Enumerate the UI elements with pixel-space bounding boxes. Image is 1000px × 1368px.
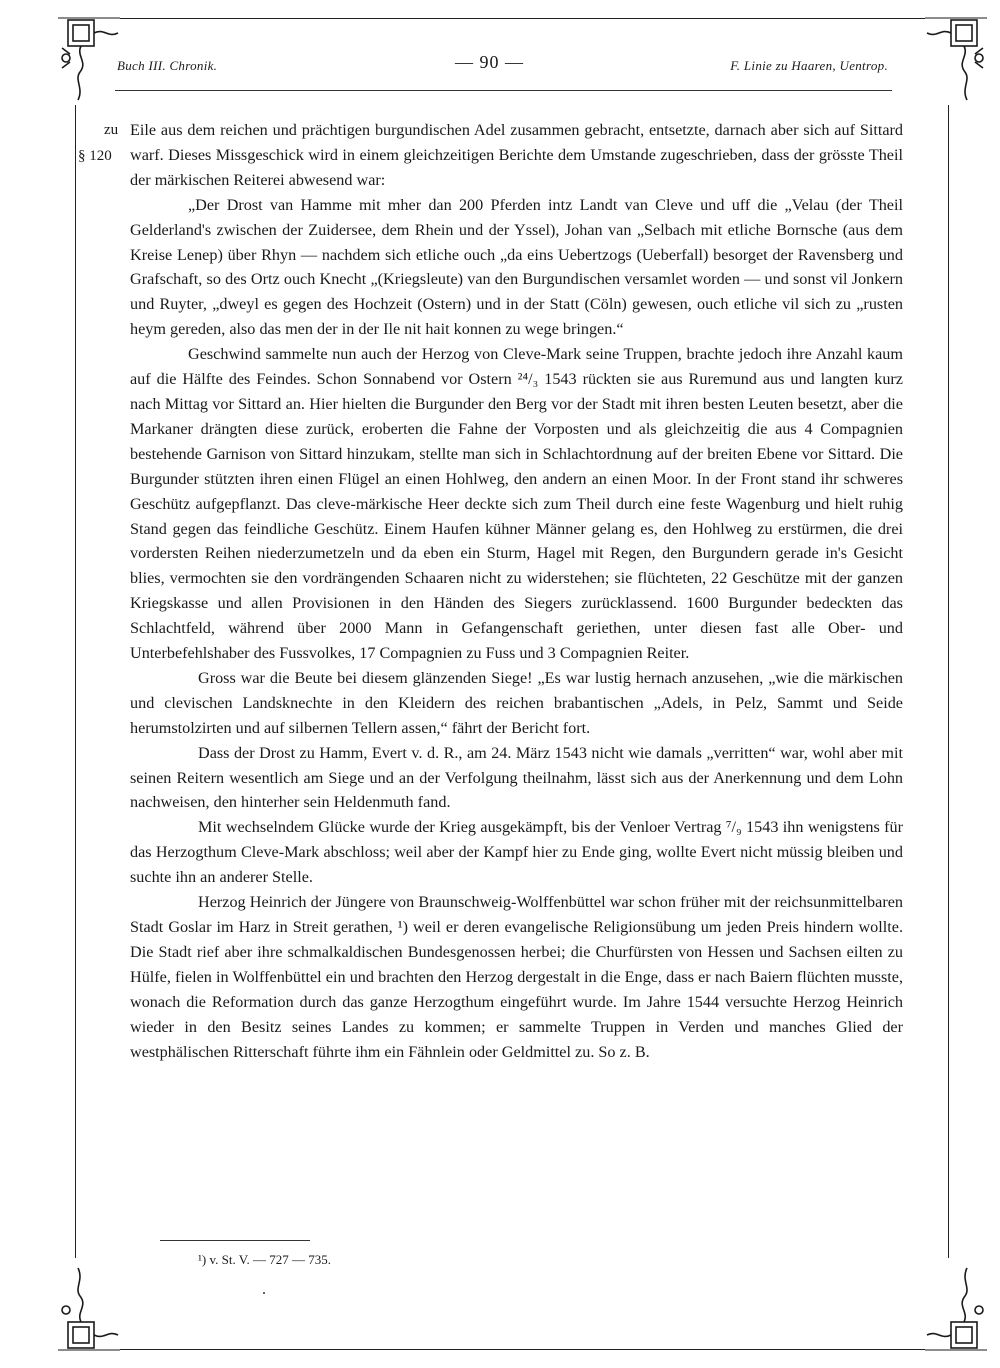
- margin-word-zu: zu: [104, 122, 119, 138]
- margin-section-number: § 120: [78, 148, 112, 164]
- corner-ornament-top-left: [58, 14, 120, 106]
- paragraph-5: Dass der Drost zu Hamm, Evert v. d. R., am 24. März 1543 nicht wie damals „verritten“ war, wohl aber mit seinen Reitern wesentlich am Siege und an der Verfolgung theilnahm, lässt sich aus der Anerkennung und dem Lohn nachweisen, den hinterher sein Heldenmuth fand.: [130, 743, 903, 812]
- corner-ornament-bottom-right: [925, 1262, 987, 1354]
- print-speck: [263, 1292, 265, 1294]
- corner-ornament-bottom-left: [58, 1262, 120, 1354]
- paragraph-7: Herzog Heinrich der Jüngere von Braunschweig-Wolffenbüttel war schon früher mit der reichsunmittelbaren Stadt Goslar im Harz in Streit gerathen, ¹) weil er deren evangelische Religionsübung um jeden Preis hindern wollte. Die Stadt rief aber ihre schmalkaldischen Bundesgenossen herbei; die Churfürsten von Hessen und Sachsen eilten zu Hülfe, fielen in Wolffenbüttel ein und brachten den Herzog dergestalt in die Enge, dass er nach Baiern flüchten musste, wonach die Reformation durch das ganze Herzogthum eingeführt wurde. Im Jahre 1544 versuchte Herzog Heinrich wieder in den Besitz seines Landes zu kommen; er sammelte Truppen in Verden und manches Glied der westphälischen Ritterschaft führte ihm ein Fähnlein oder Geldmittel zu. So z. B.: [130, 893, 903, 1061]
- main-text: [130, 118, 903, 1064]
- frame-bottom-line: [120, 1349, 925, 1350]
- quote-paragraph: „Der Drost van Hamme mit mher dan 200 Pferden intz Landt van Cleve und uff die „Velau (der Theil Gelderland's zwischen der Zuidersee, dem Rhein und der Yssel), Johan van „Selbach mit etliche Bornsche (aus dem Kreise Lenep) über Rhyn — nachdem sich etliche ouch „da eins Uebertzogs (Ueberfall) besorget der Ravensberg und Grafschaft, so des Ortz ouch Knecht „(Kriegsleute) van den Burgundischen versamlet worden — und sonst vil Jonkern und Ruyter, „dweyl es gegen des Hochzeit (Ostern) und in der Statt (Cöln) gewesen, ouch etliche vil sich zu „rusten heym gereden, also das men der in der Ile nit hait konnen zu wege bringen.“: [130, 195, 903, 339]
- header-rule: [115, 90, 892, 91]
- page-number: — 90 —: [455, 52, 524, 72]
- footnote-rule: [160, 1240, 310, 1241]
- frame-left-line: [75, 105, 76, 1258]
- frame-top-line: [120, 18, 925, 19]
- running-header: [115, 52, 890, 74]
- paragraph-1: Eile aus dem reichen und prächtigen burgundischen Adel zusammen gebracht, entsetzte, darnach aber sich auf Sittard warf. Dieses Missgeschick wird in einem gleichzeitigen Berichte dem Umstande zugeschrieben, dass der grösste Theil der märkischen Reiterei abwesend war:: [130, 121, 903, 189]
- paragraph-4: Gross war die Beute bei diesem glänzenden Siege! „Es war lustig hernach anzusehen, „wie die märkischen und clevischen Landsknechte in den Kleidern des reichen brabantischen „Adels, in Pelz, Sammt und Seide herumstolzirten und auf silbernen Tellern assen,“ fährt der Bericht fort.: [130, 668, 903, 737]
- corner-ornament-top-right: [925, 14, 987, 106]
- header-book-title: Buch III. Chronik.: [117, 58, 218, 73]
- paragraph-6: Mit wechselndem Glücke wurde der Krieg ausgekämpft, bis der Venloer Vertrag ⁷/₉ 1543 ihn wenigstens für das Herzogthum Cleve-Mark abschloss; weil aber der Kampf hier zu Ende ging, wollte Evert nicht müssig bleiben und suchte ihn an anderer Stelle.: [130, 818, 903, 887]
- header-section-title: F. Linie zu Haaren, Uentrop.: [730, 58, 888, 73]
- paragraph-3: Geschwind sammelte nun auch der Herzog von Cleve-Mark seine Truppen, brachte jedoch ihre Anzahl kaum auf die Hälfte des Feindes. Schon Sonnabend vor Ostern ²⁴/₃ 1543 rückten sie aus Ruremund aus und langten kurz nach Mittag vor Sittard an. Hier hielten die Burgunder den Berg vor der Stadt mit ihren besten Leuten besetzt, aber die Markaner drängten diese zurück, eroberten die Fahne der Vorposten und als gleichzeitig die aus 4 Compagnien bestehende Garnison von Sittard hinzukam, stellte man sich in Schlachtordnung auf der breiten Ebene vor Sittard. Die Burgunder stützten ihren einen Flügel an einen Hohlweg, den andern an einen Moor. In der Front stand ihr schweres Geschütz aufgepflanzt. Das cleve-märkische Heer deckte sich zum Theil durch eine feste Wagenburg und hielt ruhig Stand gegen das feindliche Geschütz. Einem Haufen kühner Männer gelang es, den Hohlweg zu erstürmen, die drei vordersten Reihen niederzumetzeln und da eben ein Sturm, Hagel mit Regen, den Burgundern gerade in's Gesicht blies, vermochten sie den vordrängenden Schaaren nicht zu widerstehen; sie flüchteten, 22 Geschütze mit der ganzen Kriegskasse und allen Provisionen in den Händen des Siegers zurücklassend. 1600 Burgunder bedeckten das Schlachtfeld, während über 2000 Mann in Gefangenschaft geriethen, unter diesen fast alle Ober- und Unterbefehlshaber des Fussvolkes, 17 Compagnien zu Fuss und 3 Compagnien Reiter.: [130, 345, 903, 663]
- frame-right-line: [948, 105, 949, 1258]
- footnote: ¹) v. St. V. — 727 — 735.: [198, 1252, 331, 1267]
